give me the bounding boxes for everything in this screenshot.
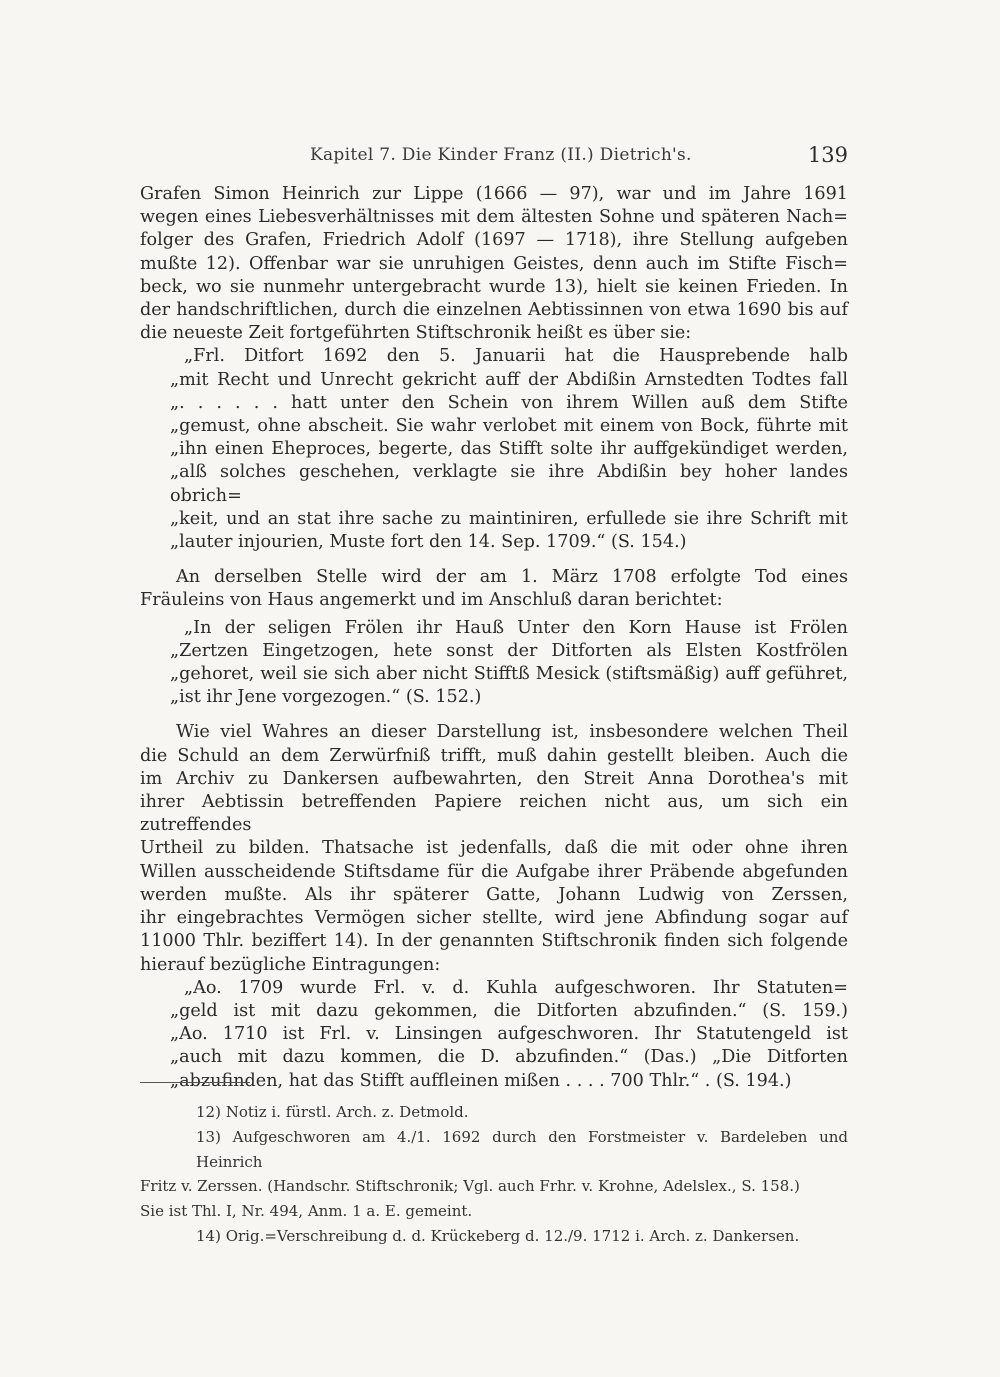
text-line: der handschriftlichen, durch die einzelnen Aebtissinnen von etwa 1690 bis auf xyxy=(140,300,848,321)
text-line: ihrer Aebtissin betreffenden Papiere reichen nicht aus, um sich ein zutreffendes xyxy=(140,792,848,836)
text-line: die neueste Zeit fortgeführten Stiftschronik heißt es über sie: xyxy=(140,323,692,344)
text-line: ihr eingebrachtes Vermögen sicher stellte, wird jene Abfindung sogar auf xyxy=(140,908,848,929)
text-line: 11000 Thlr. beziffert 14). In der genannten Stiftschronik finden sich folgende xyxy=(140,931,848,952)
footnote-divider xyxy=(140,1082,250,1083)
footnotes xyxy=(140,1100,848,1249)
text-line: Wie viel Wahres an dieser Darstellung ist, insbesondere welchen Theil xyxy=(176,722,848,743)
footnote-13-cont: Sie ist Thl. I, Nr. 494, Anm. 1 a. E. gemeint. xyxy=(140,1202,473,1221)
page-number: 139 xyxy=(807,143,848,167)
text-line: Fräuleins von Haus angemerkt und im Anschluß daran berichtet: xyxy=(140,590,723,611)
quote-line: „geld ist mit dazu gekommen, die Ditforten abzufinden.“ (S. 159.) xyxy=(170,1000,848,1021)
quote-line: „Ao. 1709 wurde Frl. v. d. Kuhla aufgeschworen. Ihr Statuten= xyxy=(184,977,848,998)
main-text xyxy=(140,183,848,1093)
running-head: Kapitel 7. Die Kinder Franz (II.) Dietrich's. xyxy=(310,145,692,165)
text-line: Urtheil zu bilden. Thatsache ist jedenfalls, daß die mit oder ohne ihren xyxy=(140,838,848,859)
text-line: hierauf bezügliche Eintragungen: xyxy=(140,954,441,975)
quote-line: „Ao. 1710 ist Frl. v. Linsingen aufgeschworen. Ihr Statutengeld ist xyxy=(170,1024,848,1045)
quote-line: „Frl. Ditfort 1692 den 5. Januarii hat die Hausprebende halb xyxy=(184,346,848,367)
footnote-13-cont: Fritz v. Zerssen. (Handschr. Stiftschronik; Vgl. auch Frhr. v. Krohne, Adelslex., S. 158.) xyxy=(140,1177,800,1196)
text-line: Willen ausscheidende Stiftsdame für die Aufgabe ihrer Präbende abgefunden xyxy=(140,861,848,882)
text-line: im Archiv zu Dankersen aufbewahrten, den Streit Anna Dorothea's mit xyxy=(140,768,848,789)
quote-line: „gehoret, weil sie sich aber nicht Stifftß Mesick (stiftsmäßig) auff geführet, xyxy=(170,664,848,685)
text-line: wegen eines Liebesverhältnisses mit dem ältesten Sohne und späteren Nach= xyxy=(140,207,848,228)
quote-line: „auch mit dazu kommen, die D. abzufinden.“ (Das.) „Die Ditforten xyxy=(170,1047,848,1068)
quote-line: „In der seligen Frölen ihr Hauß Unter den Korn Hause ist Frölen xyxy=(184,617,848,638)
quote-line: „abzufinden, hat das Stifft auffleinen mißen . . . . 700 Thlr.“ . (S. 194.) xyxy=(170,1070,792,1091)
quote-line: „gemust, ohne abscheit. Sie wahr verlobet mit einem von Bock, führte mit xyxy=(170,416,848,437)
quote-line: „Zertzen Eingetzogen, hete sonst der Ditforten als Elsten Kostfrölen xyxy=(170,640,848,661)
quote-line: „alß solches geschehen, verklagte sie ihre Abdißin bey hoher landes obrich= xyxy=(170,462,848,506)
text-line: beck, wo sie nunmehr untergebracht wurde 13), hielt sie keinen Frieden. In xyxy=(140,276,848,297)
quote-line: „ist ihr Jene vorgezogen.“ (S. 152.) xyxy=(170,687,482,708)
text-line: mußte 12). Offenbar war sie unruhigen Geistes, denn auch im Stifte Fisch= xyxy=(140,253,848,274)
text-line: Grafen Simon Heinrich zur Lippe (1666 — 97), war und im Jahre 1691 xyxy=(140,184,848,204)
quote-line: „. . . . . . hatt unter den Schein von ihrem Willen auß dem Stifte xyxy=(170,392,848,413)
quote-line: „keit, und an stat ihre sache zu maintiniren, erfullede sie ihre Schrift mit xyxy=(170,508,848,529)
footnote-12: 12) Notiz i. fürstl. Arch. z. Detmold. xyxy=(196,1103,469,1121)
text-line: werden mußte. Als ihr späterer Gatte, Johann Ludwig von Zerssen, xyxy=(140,884,848,905)
text-line: die Schuld an dem Zerwürfniß trifft, muß dahin gestellt bleiben. Auch die xyxy=(140,745,848,766)
quote-line: „ihn einen Eheproces, begerte, das Stifft solte ihr auffgekündiget werden, xyxy=(170,439,848,460)
quote-line: „mit Recht und Unrecht gekricht auff der Abdißin Arnstedten Todtes fall xyxy=(170,369,848,390)
text-line: folger des Grafen, Friedrich Adolf (1697 — 1718), ihre Stellung aufgeben xyxy=(140,230,848,251)
page-header xyxy=(140,143,848,173)
text-line: An derselben Stelle wird der am 1. März 1708 erfolgte Tod eines xyxy=(176,567,848,588)
footnote-14: 14) Orig.=Verschreibung d. d. Krückeberg d. 12./9. 1712 i. Arch. z. Dankersen. xyxy=(196,1226,800,1245)
footnote-13: 13) Aufgeschworen am 4./1. 1692 durch den Forstmeister v. Bardeleben und Heinrich xyxy=(196,1127,848,1171)
quote-line: „lauter injourien, Muste fort den 14. Sep. 1709.“ (S. 154.) xyxy=(170,532,687,553)
